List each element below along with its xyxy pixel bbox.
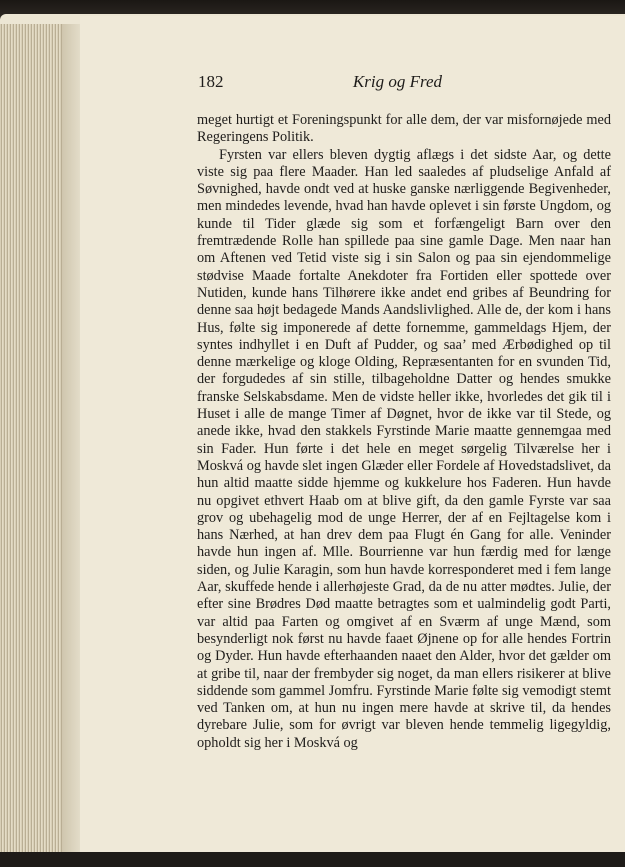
body-text [197,112,611,752]
background-bottom-shadow [0,852,625,867]
paragraph-continued: meget hurtigt et Foreningspunkt for alle dem, der var misfornøjede med Regeringens Politik. [197,112,611,146]
page-number: 182 [198,72,224,91]
paragraph: Fyrsten var ellers bleven dygtig aflægs i det sidste Aar, og dette viste sig paa flere Maader. Han led saaledes af pludselige Anfald af Søvnighed, havde ondt ved at huske ganske nærliggende Begivenheder, men mindedes levende, hvad han havde oplevet i sin første Ungdom, og kunde til Tider glæde sig som et forfængeligt Barn over den fremtrædende Rolle han spillede paa sine gamle Dage. Men naar han om Aftenen ved Tetid viste sig i sin Salon og paa sin ejendommelige stødvise Maade fortalte Anekdoter fra Fortiden eller spottede over Nutiden, kunde hans Tilhørere ikke andet end gribes af Beundring for denne saa højt bedagede Mands Aandslivlighed. Alle de, der kom i hans Hus, følte sig imponerede af dette fornemme, gammeldags Hjem, der syntes indhyllet i en Duft af Pudder, og saa’ med Ærbødighed op til denne mærkelige og kloge Olding, Repræsentanten for en svunden Tid, der forgudedes af sin stille, tilbageholdne Datter og hendes smukke franske Selskabsdame. Men de vidste heller ikke, hvorledes det gik til i Huset i alle de mange Timer af Døgnet, hvor de ikke var til Stede, og anede ikke, hvad den stakkels Fyrstinde Marie maatte gennemgaa med sin Fader. Hun førte i det hele en meget sørgelig Tilværelse her i Moskvá og havde slet ingen Glæder eller Fordele af Hovedstadslivet, da hun altid maatte sidde hjemme og kukkelure hos Faderen. Hun havde nu opgivet ethvert Haab om at blive gift, da den gamle Fyrste var saa grov og ubehagelig mod de unge Herrer, der af en Fejltagelse kom i hans Nærhed, at han drev dem paa Flugt én Gang for alle. Veninder havde hun ingen af. Mlle. Bourrienne var hun færdig med for længe siden, og Julie Karagin, som hun havde korresponderet med i fem lange Aar, skuffede hende i allerhøjeste Grad, da de nu atter mødtes. Julie, der efter sine Brødres Død maatte betragtes som et ualmindelig godt Parti, var altid paa Farten og omgivet af en Sværm af unge Mænd, som besynderligt nok først nu havde faaet Øjnene op for alle hendes Fortrin og Dyder. Hun havde efterhaanden naaet den Alder, hvor det gælder om at gribe til, naar der frembyder sig noget, da man ellers risikerer at blive siddende som gammel Jomfru. Fyrstinde Marie følte sig vemodigt stemt ved Tanken om, at hun nu ingen mere havde at skrive til, da hendes dyrebare Julie, som for øvrigt var bleven hende temmelig ligegyldig, opholdt sig her i Moskvá og [197,146,611,751]
stacked-page-edges [0,24,62,854]
running-head-title: Krig og Fred [352,72,442,91]
page-header [198,72,442,98]
